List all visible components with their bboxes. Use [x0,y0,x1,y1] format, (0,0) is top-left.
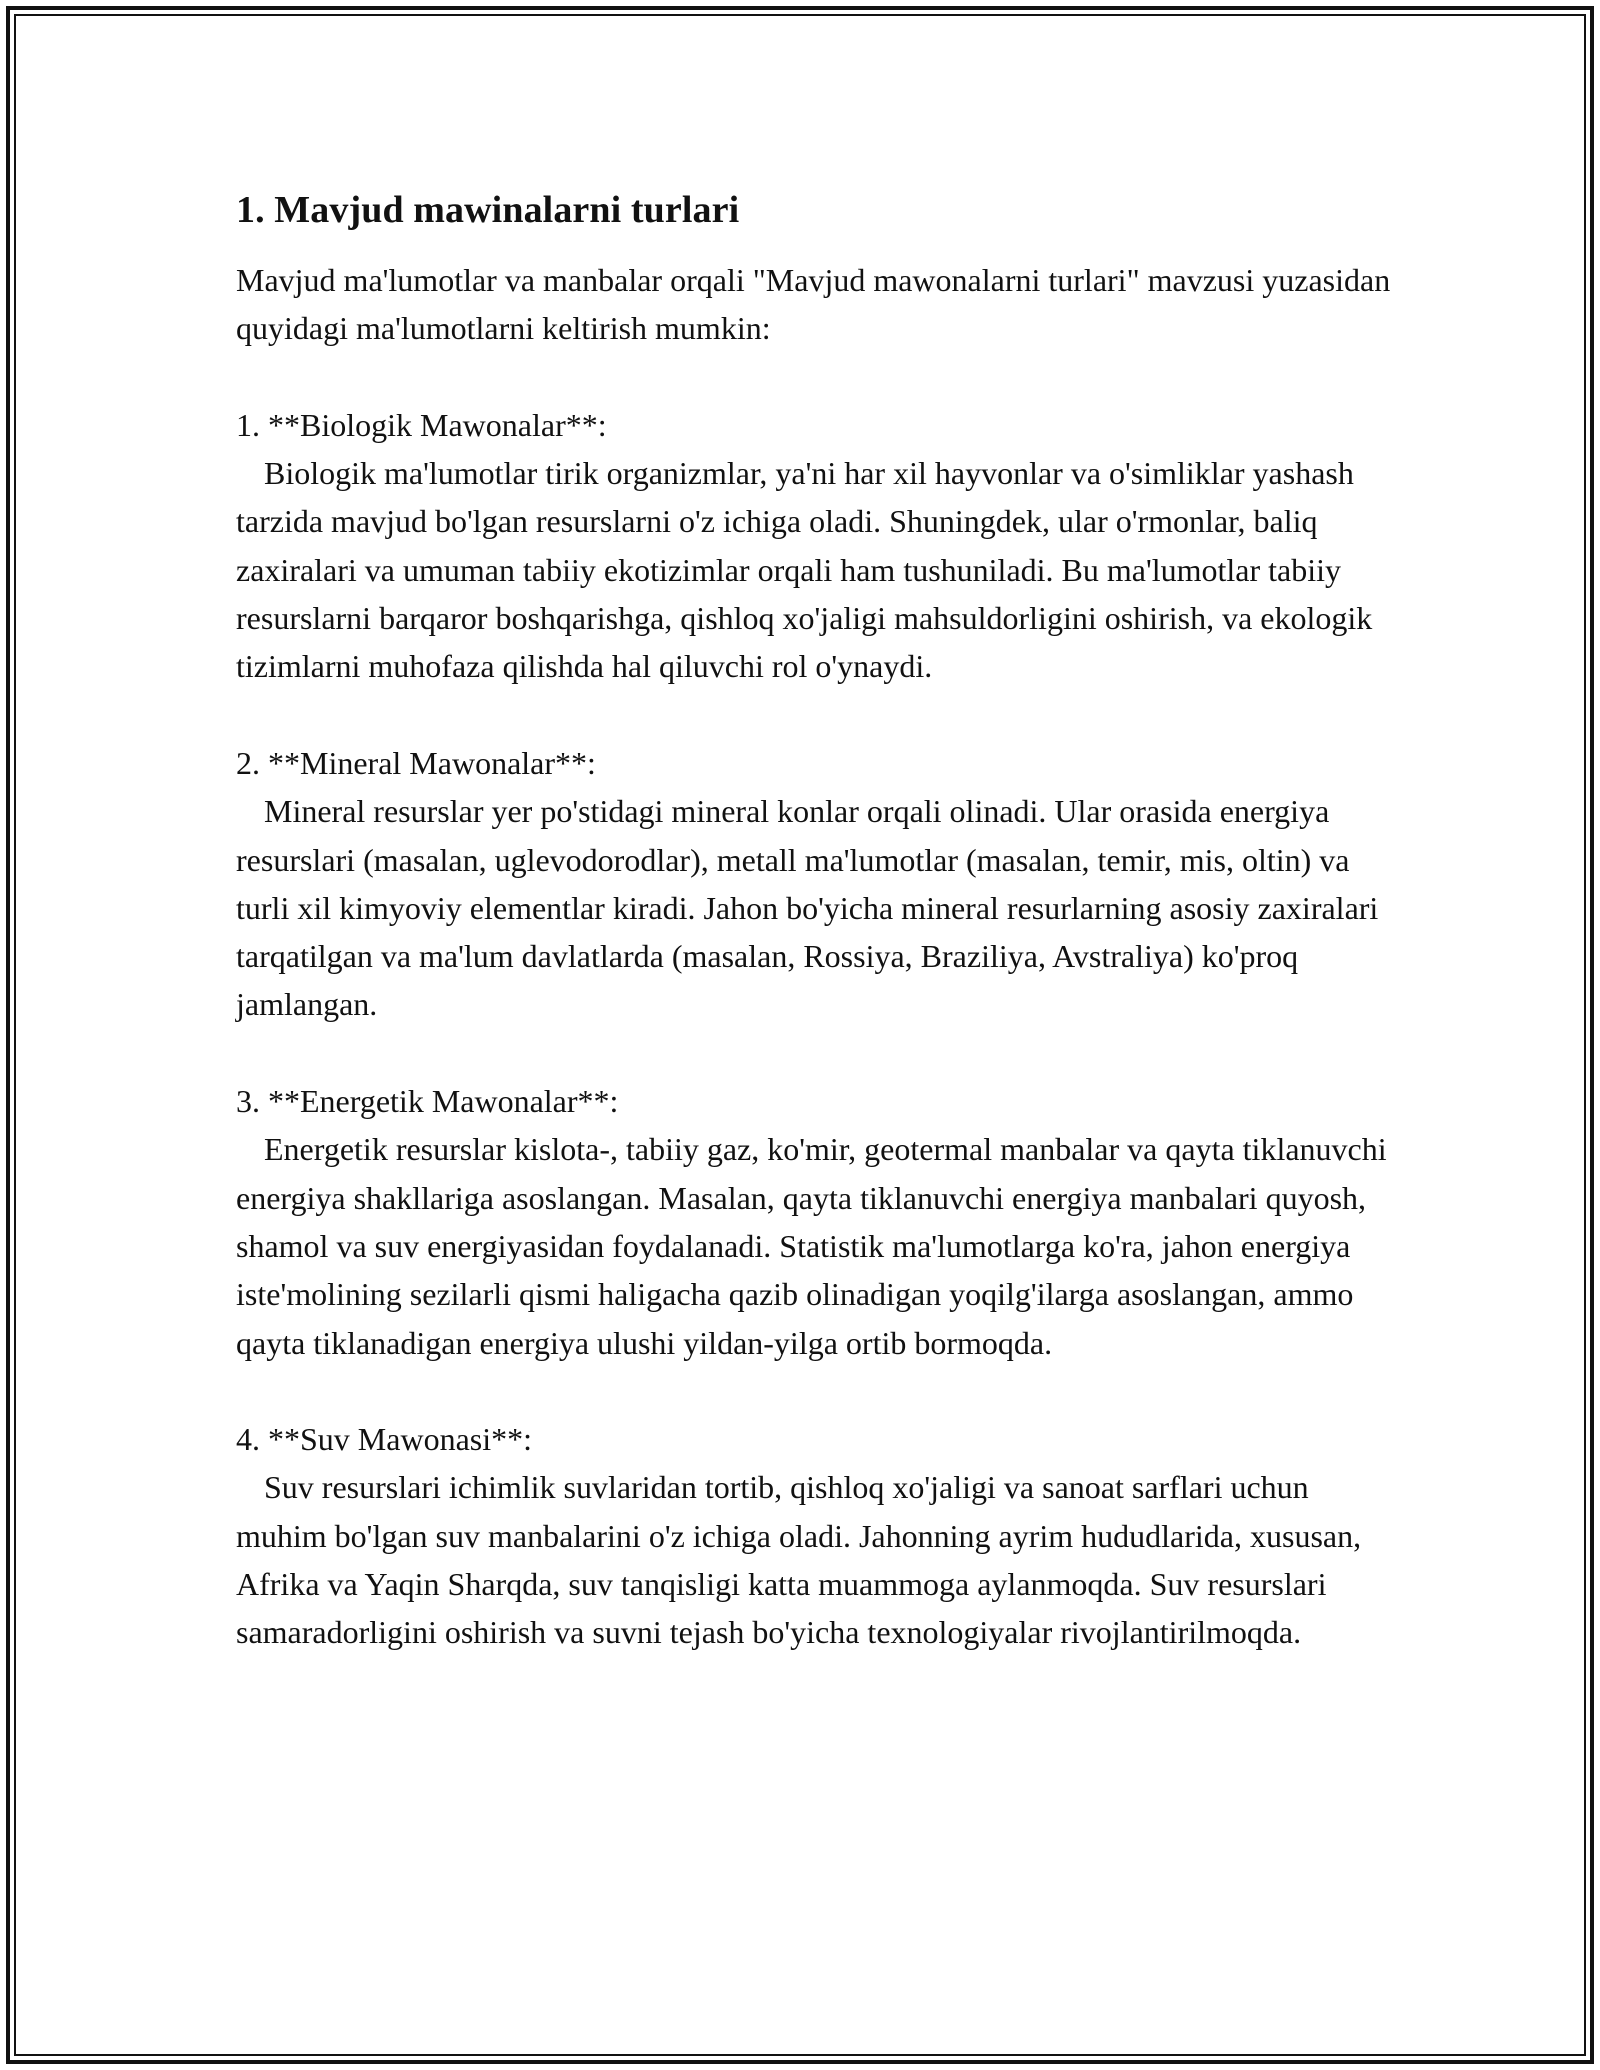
spacer [236,1367,1396,1415]
section-body: Mineral resurslar yer po'stidagi mineral konlar orqali olinadi. Ular orasida energiya resurslari (masalan, uglevodorodlar), metall ma'lumotlar (masalan, temir, mis, oltin) va turli xil kimyoviy elementlar kiradi. Jahon bo'yicha mineral resurlarning asosiy zaxiralari tarqatilgan va ma'lum davlatlarda (masalan, Rossiya, Braziliya, Avstraliya) ko'proq jamlangan. [236,793,1379,1023]
section-heading: 3. **Energetik Mawonalar**: [236,1083,619,1120]
section-body: Biologik ma'lumotlar tirik organizmlar, ya'ni har xil hayvonlar va o'simliklar yashash tarzida mavjud bo'lgan resurslarni o'z ichiga oladi. Shuningdek, ular o'rmonlar, baliq zaxiralari va umuman tabiiy ekotizimlar orqali ham tushuniladi. Bu ma'lumotlar tabiiy resurslarni barqaror boshqarishga, qishloq xo'jaligi mahsuldorligini oshirish, va ekologik tizimlarni muhofaza qilishda hal qiluvchi rol o'ynaydi. [236,455,1373,685]
section-body: Suv resurslari ichimlik suvlaridan tortib, qishloq xo'jaligi va sanoat sarflari uchun muhim bo'lgan suv manbalarini o'z ichiga oladi. Jahonning ayrim hududlarida, xususan, Afrika va Yaqin Sharqda, suv tanqisligi katta muammoga aylanmoqda. Suv resurslari samaradorligini oshirish va suvni tejash bo'yicha texnologiyalar rivojlantirilmoqda. [236,1469,1362,1651]
intro-paragraph: Mavjud ma'lumotlar va manbalar orqali "Mavjud mawonalarni turlari" mavzusi yuzasidan quyidagi ma'lumotlarni keltirish mumkin: [236,262,1399,347]
section-biologik [236,401,1396,691]
document-title: 1. Mavjud mawinalarni turlari [236,189,740,231]
spacer [236,691,1396,739]
document-content [236,186,1399,1657]
section-heading: 2. **Mineral Mawonalar**: [236,744,596,781]
section-mineral [236,739,1396,1029]
spacer [236,353,1396,401]
section-energetik [236,1077,1396,1367]
section-heading: 1. **Biologik Mawonalar**: [236,406,607,443]
section-body: Energetik resurslar kislota-, tabiiy gaz, ko'mir, geotermal manbalar va qayta tiklanuvchi energiya shakllariga asoslangan. Masalan, qayta tiklanuvchi energiya manbalari quyosh, shamol va suv energiyasidan foydalanadi. Statistik ma'lumotlarga ko'ra, jahon energiya iste'molining sezilarli qismi haligacha qazib olinadigan yoqilg'ilarga asoslangan, ammo qayta tiklanadigan energiya ulushi yildan-yilga ortib bormoqda. [236,1131,1387,1361]
spacer [236,1029,1396,1077]
section-suv [236,1415,1396,1656]
section-heading: 4. **Suv Mawonasi**: [236,1421,532,1458]
